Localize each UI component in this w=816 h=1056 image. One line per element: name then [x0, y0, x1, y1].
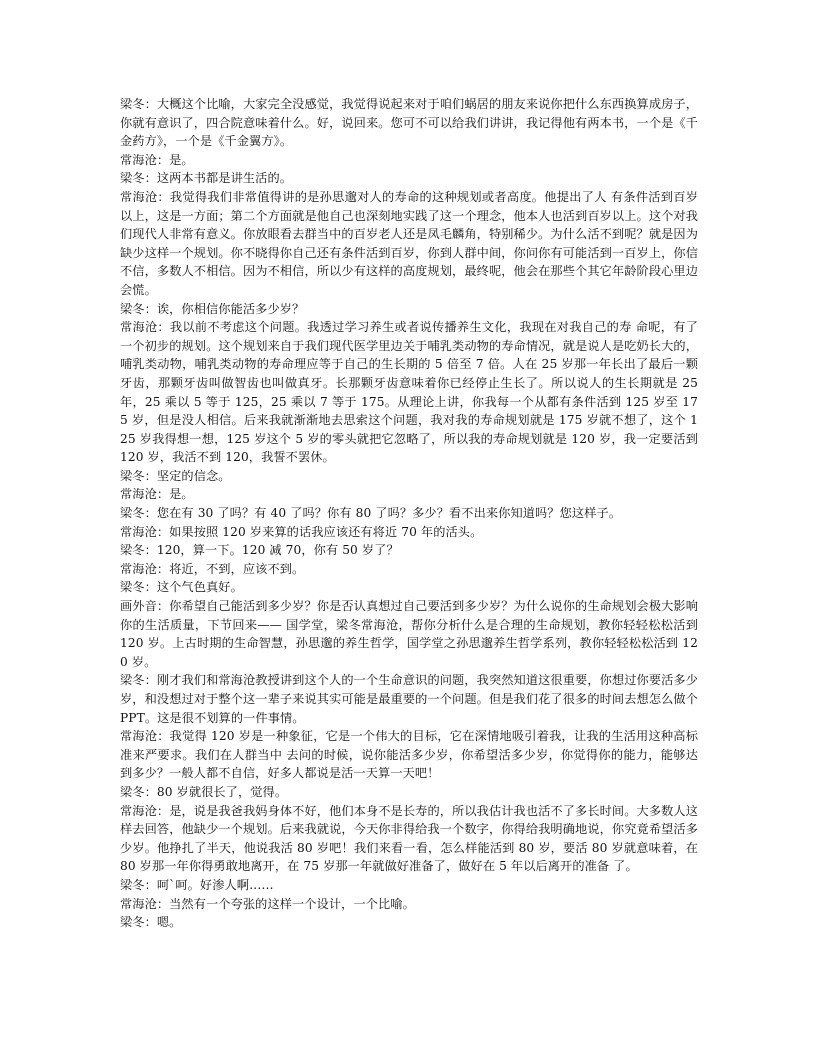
- document-page: [120, 95, 698, 932]
- paragraph: 常海沧：是，说是我爸我妈身体不好，他们本身不是长寿的，所以我估计我也活不了多长时间。大多数人这样去回答，他缺少一个规划。后来我就说，今天你非得给我一个数字，你得给我明确地说，你究竟希望活多少岁。他挣扎了半天，他说我活 80 岁吧！我们来看一看，怎么样能活到 80 岁，要活 80 岁就意味着，在 80 岁那一年你得勇敢地离开，在 75 岁那一年就做好准备了，做好在 5 年以后离开的准备 了。: [120, 803, 698, 874]
- paragraph: 常海沧：是。: [120, 152, 194, 167]
- paragraph: 梁冬：80 岁就很长了，觉得。: [120, 784, 288, 799]
- paragraph: 常海沧：是。: [120, 487, 194, 502]
- paragraph: 梁冬：刚才我们和常海沧教授讲到这个人的一个生命意识的问题，我突然知道这很重要，你想过你要活多少岁，和没想过对于整个这一辈子来说其实可能是最重要的一个问题。但是我们花了很多的时间去想怎么做个 PPT。这是很不划算的一件事情。: [120, 673, 698, 725]
- paragraph: 梁冬：呵`呵。好渗人啊……: [120, 877, 274, 892]
- paragraph: 常海沧：当然有一个夸张的这样一个设计，一个比喻。: [120, 896, 415, 911]
- paragraph: 梁冬：诶，你相信你能活多少岁？: [120, 301, 305, 316]
- paragraph: 梁冬：坚定的信念。: [120, 468, 231, 483]
- paragraph: 梁冬：您在有 30 了吗？有 40 了吗？你有 80 了吗？多少？看不出来你知道吗？您这样子。: [120, 506, 622, 521]
- paragraph: 常海沧：我觉得我们非常值得讲的是孙思邈对人的寿命的这种规划或者高度。他提出了人 有条件活到百岁以上，这是一方面；第二个方面就是他自己也深刻地实践了这一个理念，他本人也活到百岁以上。这个对我们现代人非常有意义。你放眼看去群当中的百岁老人还是凤毛麟角，特别稀少。为什么活不到呢？就是因为缺少这样一个规划。你不晓得你自己还有条件活到百岁，你到人群中间，你问你有可能活到一百岁上，你信不信，多数人不相信。因为不相信，所以少有这样的高度规划，最终呢，他会在那些个其它年龄阶段心里边会慌。: [120, 189, 698, 297]
- paragraph: 梁冬：嗯。: [120, 915, 182, 930]
- paragraph: 常海沧：将近，不到，应该不到。: [120, 561, 305, 576]
- paragraph: 画外音：你希望自己能活到多少岁？你是否认真想过自己要活到多少岁？为什么说你的生命规划会极大影响你的生活质量，下节回来—— 国学堂，梁冬常海沧，帮你分析什么是合理的生命规划，教你轻轻松松活到 120 岁。上古时期的生命智慧，孙思邈的养生哲学，国学堂之孙思邈养生哲学系列，教你轻轻松松活到 120 岁。: [120, 599, 698, 669]
- paragraph: 梁冬：120，算一下。120 减 70，你有 50 岁了？: [120, 543, 399, 558]
- paragraph: 常海沧：如果按照 120 岁来算的话我应该还有将近 70 年的活头。: [120, 524, 483, 539]
- paragraph: 梁冬：这两本书都是讲生活的。: [120, 171, 293, 186]
- paragraph: 梁冬：大概这个比喻，大家完全没感觉，我觉得说起来对于咱们蜗居的朋友来说你把什么东西换算成房子，你就有意识了，四合院意味着什么。好，说回来。您可不可以给我们讲讲，我记得他有两本书，一个是《千金药方》，一个是《千金翼方》。: [120, 97, 698, 149]
- paragraph: 常海沧：我觉得 120 岁是一种象征，它是一个伟大的目标，它在深情地吸引着我，让我的生活用这种高标准来严要求。我们在人群当中 去问的时候，说你能活多少岁，你希望活多少岁，你觉得你的能力，能够达到多少？一般人都不自信，好多人都说是活一天算一天吧！: [120, 729, 698, 781]
- paragraph: 梁冬：这个气色真好。: [120, 580, 243, 595]
- paragraph: 常海沧：我以前不考虑这个问题。我透过学习养生或者说传播养生文化，我现在对我自己的寿 命呢，有了一个初步的规划。这个规划来自于我们现代医学里边关于哺乳类动物的寿命情况，就是说人是吃奶长大的，哺乳类动物，哺乳类动物的寿命理应等于自己的生长期的 5 倍至 7 倍。人在 25 岁那一年长出了最后一颗牙齿，那颗牙齿叫做智齿也叫做真牙。长那颗牙齿意味着你已经停止生长了。所以说人的生长期就是 25 年，25 乘以 5 等于 125，25 乘以 7 等于 175。从理论上讲，你我每一个从都有条件活到 125 岁至 175 岁，但是没人相信。后来我就渐渐地去思索这个问题，我对我的寿命规划就是 175 岁就不想了，这个 125 岁我得想一想，125 岁这个 5 岁的零头就把它忽略了，所以我的寿命规划就是 120 岁，我一定要活到 120 岁，我活不到 120，我誓不罢休。: [120, 320, 698, 465]
